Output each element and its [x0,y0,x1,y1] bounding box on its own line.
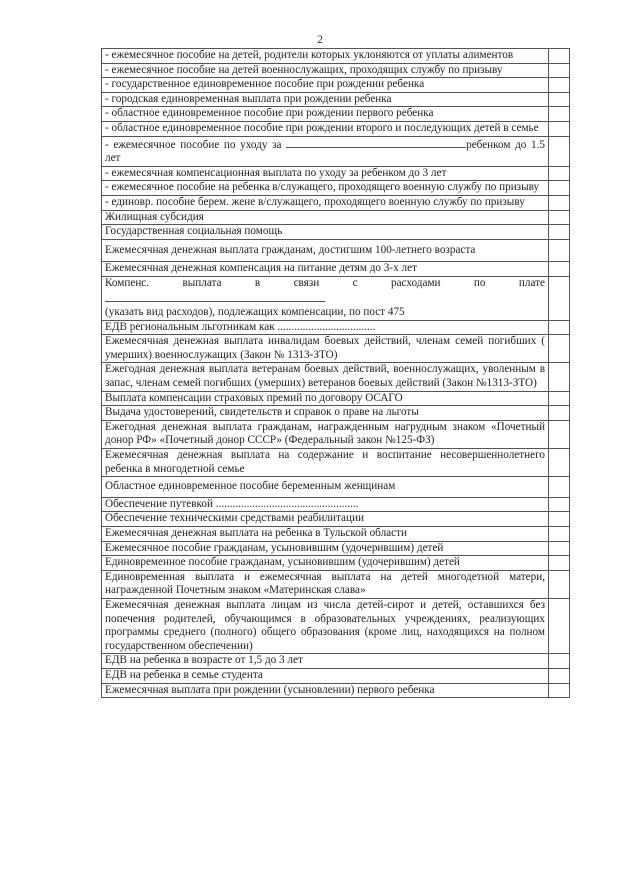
table-row [102,92,570,107]
benefit-item-text-before: - ежемесячное пособие по уходу за [105,138,287,151]
table-row [102,78,570,93]
benefit-item-text: ЕДВ на ребенка в возрасте от 1,5 до 3 лет [102,654,549,669]
benefit-item-text: Ежемесячная денежная выплата лицам из числа детей-сирот и детей, оставшихся без попечения родителей, обучающимся в образовательных учреждениях, реализующих программы среднего (полного) общего образования (кроме лиц, находящихся на полном государственном обеспечении) [102,598,549,653]
benefit-checkbox-cell[interactable] [549,195,570,210]
benefit-item-text: Областное единовременное пособие беременным женщинам [102,477,549,498]
benefit-item-text: - государственное единовременное пособие при рождении ребенка [102,78,549,93]
table-row [102,166,570,181]
table-row [102,541,570,556]
benefit-item-text: - ежемесячное пособие на детей, родители которых уклоняются от уплаты алиментов [102,49,549,64]
table-row [102,683,570,698]
benefit-checkbox-cell[interactable] [549,92,570,107]
benefit-item-text: Ежемесячная денежная компенсация на питание детям до 3-х лет [102,262,549,277]
benefit-checkbox-cell[interactable] [549,449,570,477]
table-row [102,335,570,363]
benefit-item-text: Единовременное пособие гражданам, усыновившим (удочерившим) детей [102,556,549,571]
table-row [102,320,570,335]
benefit-item-text: - ежемесячное пособие на детей военнослужащих, проходящих службу по призыву [102,63,549,78]
benefit-checkbox-cell[interactable] [549,63,570,78]
benefit-item-text: - областное единовременное пособие при рождении второго и последующих детей в семье [102,121,549,136]
table-row [102,107,570,122]
benefit-item-text: - единовр. пособие берем. жене в/служащего, проходящего военную службу по призыву [102,195,549,210]
benefit-checkbox-cell[interactable] [549,49,570,64]
benefit-checkbox-cell[interactable] [549,654,570,669]
benefit-checkbox-cell[interactable] [549,210,570,225]
benefit-checkbox-cell[interactable] [549,570,570,598]
benefit-item-text [102,276,549,320]
benefits-table [101,48,570,698]
benefit-item-text: Ежемесячное пособие гражданам, усыновившим (удочерившим) детей [102,541,549,556]
benefit-checkbox-cell[interactable] [549,121,570,136]
benefit-checkbox-cell[interactable] [549,181,570,196]
fill-in-blank-line[interactable] [286,137,466,148]
benefit-checkbox-cell[interactable] [549,276,570,320]
benefit-checkbox-cell[interactable] [549,598,570,653]
table-row [102,181,570,196]
benefit-checkbox-cell[interactable] [549,683,570,698]
benefit-checkbox-cell[interactable] [549,477,570,498]
benefit-item-text-after: (указать вид расходов), подлежащих компенсации, по пост 475 [105,306,405,319]
benefit-item-text: ЕДВ региональным льготникам как ................................... [102,320,549,335]
benefit-checkbox-cell[interactable] [549,406,570,421]
benefit-checkbox-cell[interactable] [549,527,570,542]
benefit-item-text: Ежемесячная денежная выплата на содержание и воспитание несовершеннолетнего ребенка в многодетной семье [102,449,549,477]
table-row [102,556,570,571]
table-row [102,225,570,240]
benefit-item-text-before: Компенс. выплата в связи с расходами по плате [105,276,545,289]
benefit-item-text: - ежемесячное пособие на ребенка в/служащего, проходящего военную службу по призыву [102,181,549,196]
benefit-checkbox-cell[interactable] [549,668,570,683]
benefit-checkbox-cell[interactable] [549,512,570,527]
benefit-item-text-after: ребенком до 1.5 лет [105,138,545,165]
benefit-checkbox-cell[interactable] [549,320,570,335]
benefit-item-text: - областное единовременное пособие при рождении первого ребенка [102,107,549,122]
fill-in-blank-line[interactable] [105,291,545,307]
table-row [102,195,570,210]
benefit-item-text: Жилищная субсидия [102,210,549,225]
benefit-item-text: Выплата компенсации страховых премий по договору ОСАГО [102,391,549,406]
benefit-checkbox-cell[interactable] [549,225,570,240]
benefit-item-text: Единовременная выплата и ежемесячная выплата на детей многодетной матери, награжденной Почетным знаком «Материнская слава» [102,570,549,598]
benefit-item-text: Ежемесячная выплата при рождении (усыновлении) первого ребенка [102,683,549,698]
benefit-item-text: Обеспечение техническими средствами реабилитации [102,512,549,527]
benefit-checkbox-cell[interactable] [549,136,570,166]
table-row [102,63,570,78]
benefit-item-text: Государственная социальная помощь [102,225,549,240]
benefit-item-text: Выдача удостоверений, свидетельств и справок о праве на льготы [102,406,549,421]
table-row [102,210,570,225]
table-row [102,668,570,683]
benefit-checkbox-cell[interactable] [549,497,570,512]
benefit-checkbox-cell[interactable] [549,556,570,571]
benefit-item-text: Ежемесячная денежная выплата гражданам, достигшим 100-летнего возраста [102,239,549,262]
table-row [102,121,570,136]
benefit-checkbox-cell[interactable] [549,166,570,181]
benefit-checkbox-cell[interactable] [549,391,570,406]
table-row [102,512,570,527]
benefit-checkbox-cell[interactable] [549,420,570,448]
table-row [102,406,570,421]
benefit-checkbox-cell[interactable] [549,239,570,262]
benefit-checkbox-cell[interactable] [549,78,570,93]
benefit-item-text: Ежемесячная денежная выплата на ребенка в Тульской области [102,527,549,542]
benefit-item-text [102,136,549,166]
benefit-item-text: Обеспечение путевкой ................................................... [102,497,549,512]
benefit-checkbox-cell[interactable] [549,262,570,277]
benefit-checkbox-cell[interactable] [549,363,570,391]
benefit-checkbox-cell[interactable] [549,107,570,122]
table-row [102,262,570,277]
table-row [102,449,570,477]
benefit-item-text: - городская единовременная выплата при рождении ребенка [102,92,549,107]
benefit-item-text: Ежегодная денежная выплата гражданам, награжденным нагрудным знаком «Почетный донор РФ» «Почетный донор СССР» (Федеральный закон №125-ФЗ) [102,420,549,448]
table-row [102,136,570,166]
benefit-item-text: Ежегодная денежная выплата ветеранам боевых действий, военнослужащих, уволенным в запас, членам семей погибших (умерших) ветеранов боевых действий (Закон №1313-ЗТО) [102,363,549,391]
table-row [102,598,570,653]
page-number: 2 [317,32,323,46]
table-row [102,497,570,512]
table-row [102,654,570,669]
table-row [102,276,570,320]
benefit-checkbox-cell[interactable] [549,335,570,363]
benefit-item-text: ЕДВ на ребенка в семье студента [102,668,549,683]
benefit-checkbox-cell[interactable] [549,541,570,556]
table-row [102,420,570,448]
table-row [102,239,570,262]
table-row [102,391,570,406]
table-row [102,49,570,64]
table-row [102,527,570,542]
table-row [102,363,570,391]
benefit-item-text: - ежемесячная компенсационная выплата по уходу за ребенком до 3 лет [102,166,549,181]
table-row [102,570,570,598]
benefit-item-text: Ежемесячная денежная выплата инвалидам боевых действий, членам семей погибших ( умерших) военнослужащих (Закон № 1313-ЗТО) [102,335,549,363]
table-row [102,477,570,498]
